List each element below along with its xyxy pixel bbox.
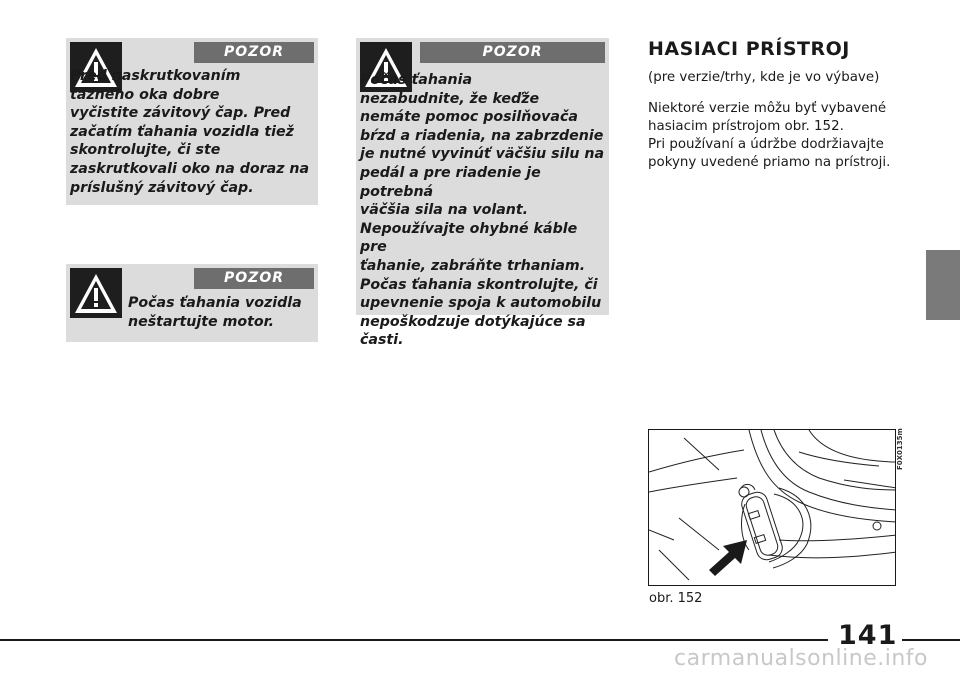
section-title: HASIACI PRÍSTROJ (648, 38, 850, 60)
footer-rule-left (0, 639, 828, 641)
section-subtitle: (pre verzie/trhy, kde je vo výbave) (648, 70, 880, 85)
warning-box-engine (66, 264, 318, 342)
warning-text: Počas ťahania nezabudnite, že keďže nemáte pomoc posilňovača bŕzd a riadenia, na zabrzdenie je nutné vyvinúť väčšiu silu na pedál a pre riadenie je potrebná väčšia sila na volant. Nepoužívajte ohybné káble pre ťahanie, zabráňte trhaniam. Počas ťahania skontrolujte, či upevnenie spoja k automobilu nepoškodzuje dotýkajúce sa časti. (360, 72, 605, 349)
figure-fire-extinguisher (648, 429, 896, 586)
warning-text: Počas ťahania vozidla neštartujte motor. (128, 295, 302, 330)
chapter-thumb-tab (926, 250, 960, 320)
fire-extinguisher-illustration (649, 430, 896, 586)
warning-text: Pred naskrutkovaním ťažného oka dobre vyčistite závitový čap. Pred začatím ťahania vozidla tiež skontrolujte, či ste zaskrutkovali oko na doraz na príslušný závitový čap. (70, 68, 310, 196)
footer-rule-right (902, 639, 960, 641)
pointer-arrow-icon (709, 540, 747, 576)
watermark: carmanualsonline.info (674, 646, 928, 671)
page-number: 141 (838, 620, 898, 651)
figure-code: F0X0135m (896, 428, 904, 470)
figure-caption: obr. 152 (649, 591, 703, 606)
warning-label: POZOR (194, 268, 314, 289)
warning-box-thread-cleaning (66, 38, 318, 205)
section-body: Niektoré verzie môžu byť vybavené hasiacim prístrojom obr. 152. Pri používaní a údržbe dodržiavajte pokyny uvedené priamo na prístroji. (648, 101, 891, 170)
warning-triangle-icon (70, 268, 122, 318)
warning-label: POZOR (194, 42, 314, 63)
warning-label: POZOR (420, 42, 605, 63)
warning-box-towing (356, 38, 609, 349)
